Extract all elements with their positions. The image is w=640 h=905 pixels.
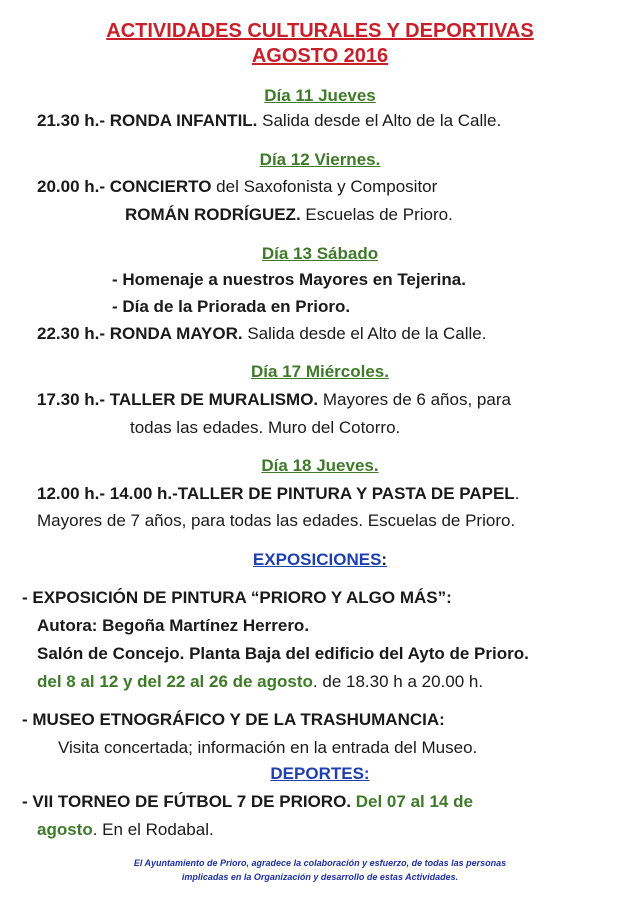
exposicion-pintura-place: Salón de Concejo. Planta Baja del edificio del Ayto de Prioro. [37,644,529,663]
exposicion-pintura-dates: del 8 al 12 y del 22 al 26 de agosto. de 18.30 h a 20.00 h. [37,672,484,691]
exposiciones-heading: EXPOSICIONES: [252,550,388,569]
museo-info: Visita concertada; información en la entrada del Museo. [58,738,478,757]
day-12-heading: Día 12 Viernes. [259,150,381,169]
exposicion-pintura-title: - EXPOSICIÓN DE PINTURA “PRIORO Y ALGO MÁS”: [22,588,452,607]
footer-line-2: implicadas en la Organización y desarrollo de estas Actividades. [181,872,459,882]
torneo-futbol-title: - VII TORNEO DE FÚTBOL 7 DE PRIORO. Del 07 al 14 de [22,792,473,811]
day-17-heading: Día 17 Miércoles. [251,362,389,381]
day-12-event-1-cont: ROMÁN RODRÍGUEZ. Escuelas de Prioro. [125,205,453,224]
day-18-event-1: 12.00 h.- 14.00 h.-TALLER DE PINTURA Y PASTA DE PAPEL. [37,484,520,503]
day-11-event-1: 21.30 h.- RONDA INFANTIL. Salida desde el Alto de la Calle. [37,111,502,130]
exposicion-pintura-author: Autora: Begoña Martínez Herrero. [37,616,310,635]
day-13-event-1: - Homenaje a nuestros Mayores en Tejerina. [112,270,466,289]
day-13-event-2: - Día de la Priorada en Prioro. [112,297,351,316]
day-18-heading: Día 18 Jueves. [261,456,379,475]
day-17-event-1-cont: todas las edades. Muro del Cotorro. [130,418,401,437]
torneo-futbol-place: agosto. En el Rodabal. [37,820,214,839]
deportes-heading: DEPORTES: [270,764,370,783]
day-17-event-1: 17.30 h.- TALLER DE MURALISMO. Mayores de 6 años, para [37,390,511,409]
footer-line-1: El Ayuntamiento de Prioro, agradece la colaboración y esfuerzo, de todas las personas [133,858,507,868]
day-13-heading: Día 13 Sábado [261,244,379,263]
title-line-2: AGOSTO 2016 [251,45,389,67]
day-13-event-3: 22.30 h.- RONDA MAYOR. Salida desde el Alto de la Calle. [37,324,487,343]
title-line-1: ACTIVIDADES CULTURALES Y DEPORTIVAS [106,20,534,42]
day-11-heading: Día 11 Jueves [264,86,376,105]
museo-title: - MUSEO ETNOGRÁFICO Y DE LA TRASHUMANCIA: [22,710,445,729]
day-12-event-1: 20.00 h.- CONCIERTO del Saxofonista y Compositor [37,177,438,196]
day-18-event-1-cont: Mayores de 7 años, para todas las edades. Escuelas de Prioro. [37,511,516,530]
